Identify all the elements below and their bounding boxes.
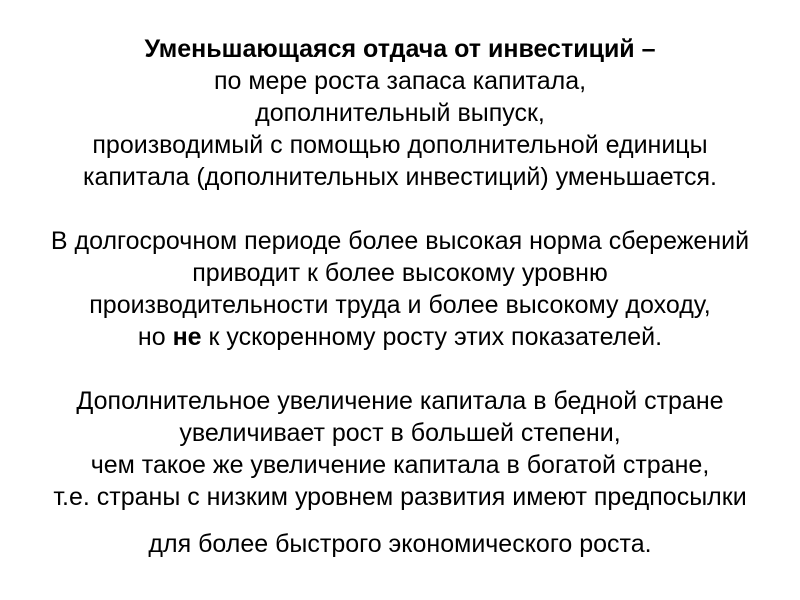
closing-line: для более быстрого экономического роста. <box>148 530 652 558</box>
paragraph-definition <box>0 33 800 193</box>
paragraph-long-run <box>0 225 800 353</box>
text-line: Дополнительное увеличение капитала в бедной стране <box>76 387 724 415</box>
text-line: приводит к более высокому уровню <box>192 259 608 287</box>
text-line: капитала (дополнительных инвестиций) уменьшается. <box>83 163 717 191</box>
paragraph-poor-vs-rich <box>0 385 800 560</box>
text-segment: но <box>137 323 173 351</box>
slide-title: Уменьшающаяся отдача от инвестиций – <box>144 35 656 63</box>
text-line: дополнительный выпуск, <box>255 99 545 127</box>
text-line-with-emphasis <box>0 321 800 353</box>
text-line: по мере роста запаса капитала, <box>213 67 587 95</box>
emphasized-word: не <box>172 323 202 351</box>
text-line: т.е. страны с низким уровнем развития имеют предпосылки <box>53 483 747 511</box>
text-segment: к ускоренному росту этих показателей. <box>201 323 663 351</box>
text-line: увеличивает рост в большей степени, <box>179 419 621 447</box>
text-line: чем такое же увеличение капитала в богатой стране, <box>90 451 710 479</box>
text-line: В долгосрочном периоде более высокая норма сбережений <box>50 227 750 255</box>
text-line: производимый с помощью дополнительной единицы <box>92 131 708 159</box>
text-line: производительности труда и более высокому доходу, <box>89 291 711 319</box>
